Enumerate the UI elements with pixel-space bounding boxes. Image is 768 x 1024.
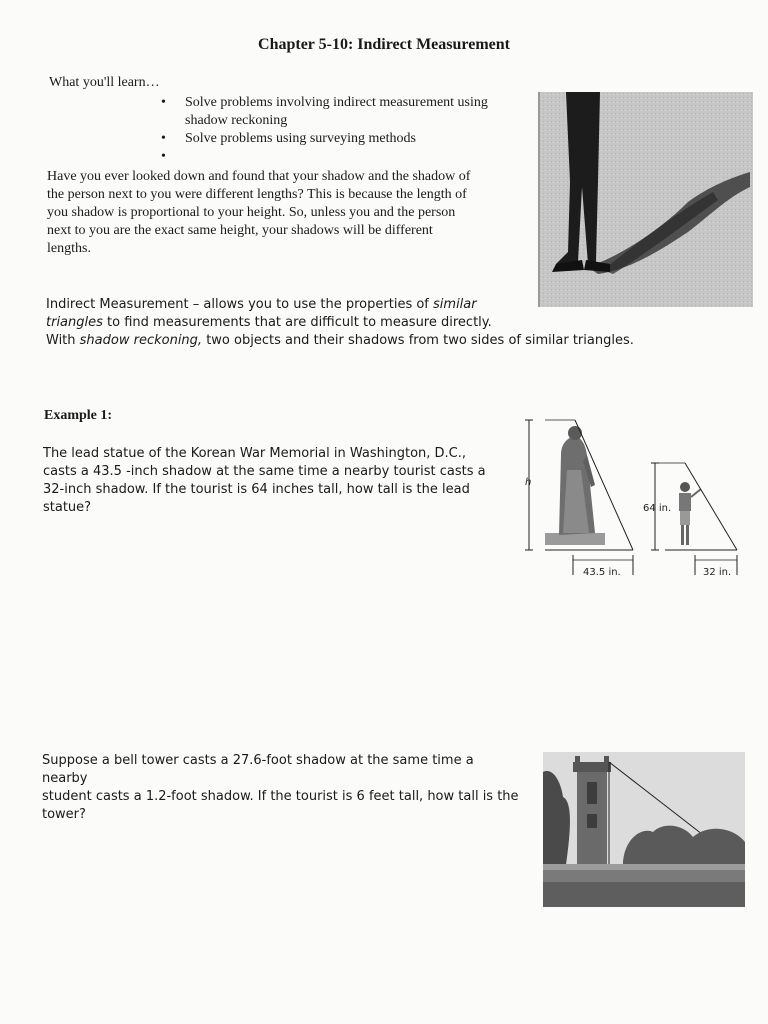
walking-person-shadow-image — [538, 92, 753, 307]
statue-shadow-label: 43.5 in. — [583, 567, 621, 578]
definition-paragraph: Indirect Measurement – allows you to use the properties of similar triangles to find measurements that are difficult to measure directly. With shadow reckoning, two objects and their shadows from two sides of similar triangles. — [46, 297, 634, 348]
statue-image — [545, 426, 605, 545]
shadow-photo — [538, 92, 753, 307]
learn-item-2: • Solve problems using surveying methods — [161, 130, 531, 148]
example-1-text: The lead statue of the Korean War Memorial in Washington, D.C., casts a 43.5 -inch shadow at the same time a nearby tourist casts a 32-inch shadow. If the tourist is 64 inches tall, how tall is the lead statue? — [43, 446, 486, 515]
tourist-height-label: 64 in. — [643, 503, 672, 514]
statue-tourist-figure — [515, 415, 760, 585]
page-title: Chapter 5-10: Indirect Measurement — [258, 36, 510, 53]
learn-item-1: • Solve problems involving indirect measurement using shadow reckoning — [161, 94, 531, 130]
statue-height-label: h — [525, 477, 532, 488]
learn-item-3 — [161, 148, 531, 166]
learn-list — [161, 94, 531, 166]
example-2-text: Suppose a bell tower casts a 27.6-foot shadow at the same time a nearby student casts a 1.2-foot shadow. If the tourist is 6 feet tall, how tall is the tower? — [42, 753, 519, 822]
tourist-image — [679, 482, 701, 545]
bell-tower-image — [543, 752, 745, 907]
intro-paragraph: Have you ever looked down and found that your shadow and the shadow of the person next to you were different lengths? This is because the length of you shadow is proportional to your height. So, unless you and the person next to you are the exact same height, your shadows will be different lengths. — [47, 169, 471, 256]
bell-tower-photo — [543, 752, 745, 907]
tourist-shadow-label: 32 in. — [703, 567, 732, 578]
learn-heading: What you'll learn… — [49, 75, 160, 90]
example-1-label: Example 1: — [44, 408, 113, 423]
